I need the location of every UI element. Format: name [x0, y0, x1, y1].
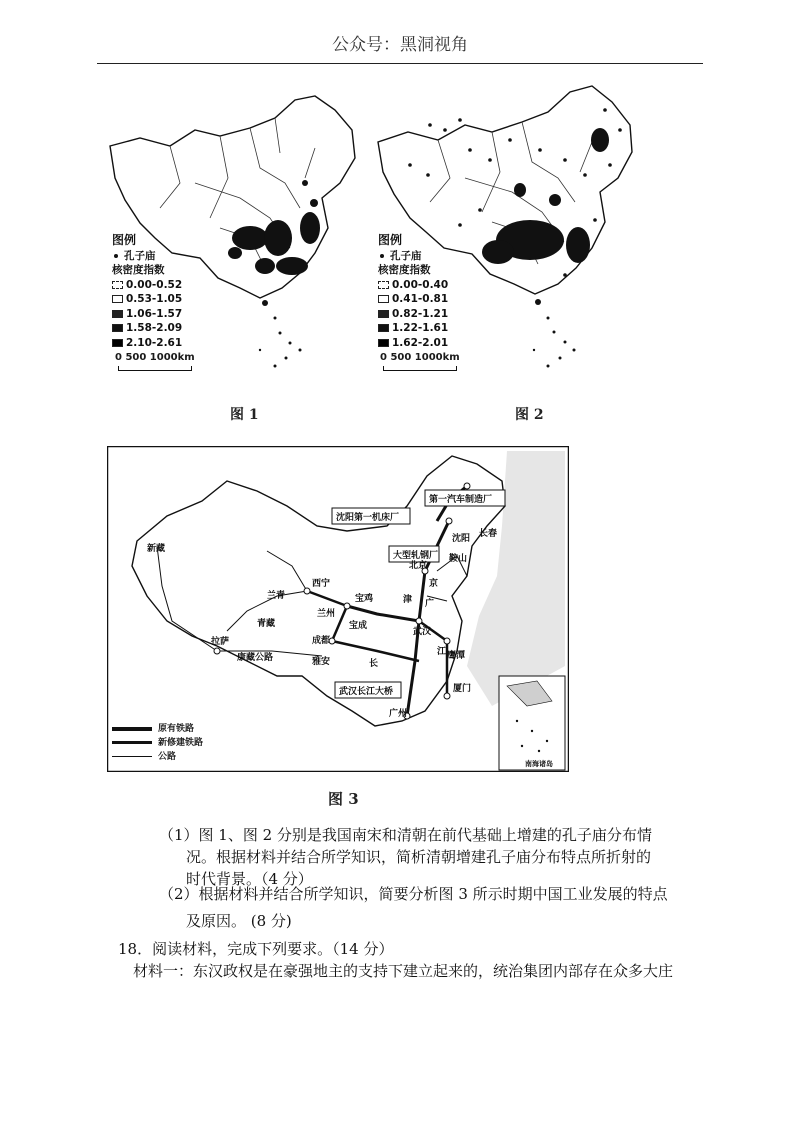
question-18-heading: 18．阅读材料，完成下列要求。（14 分）	[118, 940, 394, 958]
legend-title: 图例	[378, 233, 403, 247]
legend-point-label: 孔子庙	[124, 249, 156, 262]
figure2-legend	[378, 233, 448, 350]
class-label-2: 0.53-1.05	[126, 293, 183, 305]
city-lanzhou: 兰州	[317, 609, 336, 619]
class-label-4: 1.58-2.09	[126, 322, 183, 334]
class-swatch-2	[112, 295, 123, 303]
figure2-caption: 图 2	[515, 407, 544, 423]
legend-new-rail: 新修建铁路	[158, 738, 204, 748]
figure2-scale-label: 0 500 1000km	[380, 352, 460, 363]
legend-highway-icon	[112, 756, 152, 757]
class-swatch-3	[112, 310, 123, 318]
class-swatch-4	[378, 324, 389, 332]
header-rule	[97, 63, 703, 64]
class-label-5: 1.62-2.01	[392, 336, 449, 349]
question-1-line2: 况。根据材料并结合所学知识，简析清朝增建孔子庙分布特点所折射的	[186, 848, 652, 866]
question-2-line1: （2）根据材料并结合所学知识，简要分析图 3 所示时期中国工业发展的特点	[159, 885, 668, 903]
city-yingtan: 鹰潭	[447, 651, 466, 661]
legend-title: 图例	[112, 233, 137, 247]
route-chang: 长	[369, 659, 379, 669]
city-xining: 西宁	[312, 579, 331, 589]
figure3-caption: 图 3	[328, 790, 359, 808]
city-shenyang: 沈阳	[452, 534, 471, 544]
density-blobs-2	[482, 128, 609, 264]
density-blobs-1	[228, 180, 320, 275]
class-label-3: 1.06-1.57	[126, 307, 183, 320]
figure1-caption: 图 1	[230, 407, 259, 423]
city-chengdu: 成都	[312, 636, 331, 646]
class-swatch-5	[112, 339, 123, 347]
figure2-scale-bar	[383, 366, 457, 371]
class-swatch-2	[378, 295, 389, 303]
class-label-3: 0.82-1.21	[392, 307, 449, 320]
route-guang: 广	[425, 599, 435, 609]
legend-new-rail-icon	[112, 741, 152, 744]
city-beijing: 北京	[409, 561, 428, 571]
legend-old-rail-icon	[112, 727, 152, 731]
point-symbol-icon	[380, 254, 384, 258]
route-baocheng: 宝成	[349, 621, 368, 631]
box-shenyang-machine: 沈阳第一机床厂	[336, 513, 400, 523]
figure1-scale-bar	[118, 366, 192, 371]
box-faw: 第一汽车制造厂	[429, 495, 493, 505]
class-swatch-5	[378, 339, 389, 347]
figure3-legend	[112, 722, 203, 764]
class-label-5: 2.10-2.61	[126, 336, 183, 349]
city-wuhan: 武汉	[413, 627, 432, 637]
route-qingzang: 青藏	[257, 619, 276, 629]
class-label-1: 0.00-0.52	[126, 278, 183, 291]
page-header: 公众号：黑洞视角	[332, 35, 468, 55]
legend-index-title: 核密度指数	[378, 264, 431, 276]
city-guangzhou: 广州	[389, 709, 408, 719]
class-label-2: 0.41-0.81	[392, 293, 449, 305]
route-xinzang: 新藏	[147, 544, 166, 554]
point-symbol-icon	[114, 254, 118, 258]
legend-index-title: 核密度指数	[112, 264, 165, 276]
class-label-4: 1.22-1.61	[392, 322, 449, 334]
city-changchun: 长春	[479, 529, 498, 539]
city-baoji: 宝鸡	[355, 594, 374, 604]
islands-2	[533, 299, 576, 368]
question-2-line2: 及原因。 (8 分)	[186, 912, 292, 930]
legend-old-rail: 原有铁路	[158, 724, 195, 734]
figure1-scale-label: 0 500 1000km	[115, 352, 195, 363]
class-swatch-1	[378, 281, 389, 289]
islands-1	[259, 300, 302, 368]
route-lanqing: 兰青	[267, 591, 286, 601]
box-wuhan-bridge: 武汉长江大桥	[339, 687, 394, 697]
question-1-line3: 时代背景。（4 分）	[186, 870, 313, 888]
city-xiamen: 厦门	[453, 684, 472, 694]
route-jing: 京	[429, 579, 439, 589]
route-kangzang: 康藏公路	[237, 653, 274, 663]
city-lasa: 拉萨	[211, 637, 230, 647]
south-sea-inset	[499, 676, 565, 770]
route-jinghan: 津	[403, 595, 413, 605]
class-swatch-1	[112, 281, 123, 289]
box-angang: 大型轧钢厂	[393, 551, 439, 561]
class-swatch-4	[112, 324, 123, 332]
class-swatch-3	[378, 310, 389, 318]
figure1-legend	[112, 233, 182, 350]
city-yaan: 雅安	[312, 657, 331, 667]
question-18-material: 材料一：东汉政权是在豪强地主的支持下建立起来的，统治集团内部存在众多大庄	[133, 962, 674, 980]
route-jiang: 江	[437, 647, 447, 657]
legend-point-label: 孔子庙	[390, 249, 422, 262]
legend-highway: 公路	[158, 752, 177, 762]
question-1-line1: （1）图 1、图 2 分别是我国南宋和清朝在前代基础上增建的孔子庙分布情	[159, 826, 652, 844]
inset-label: 南海诸岛	[525, 760, 553, 768]
class-label-1: 0.00-0.40	[392, 278, 449, 291]
city-anshan: 鞍山	[449, 554, 468, 564]
